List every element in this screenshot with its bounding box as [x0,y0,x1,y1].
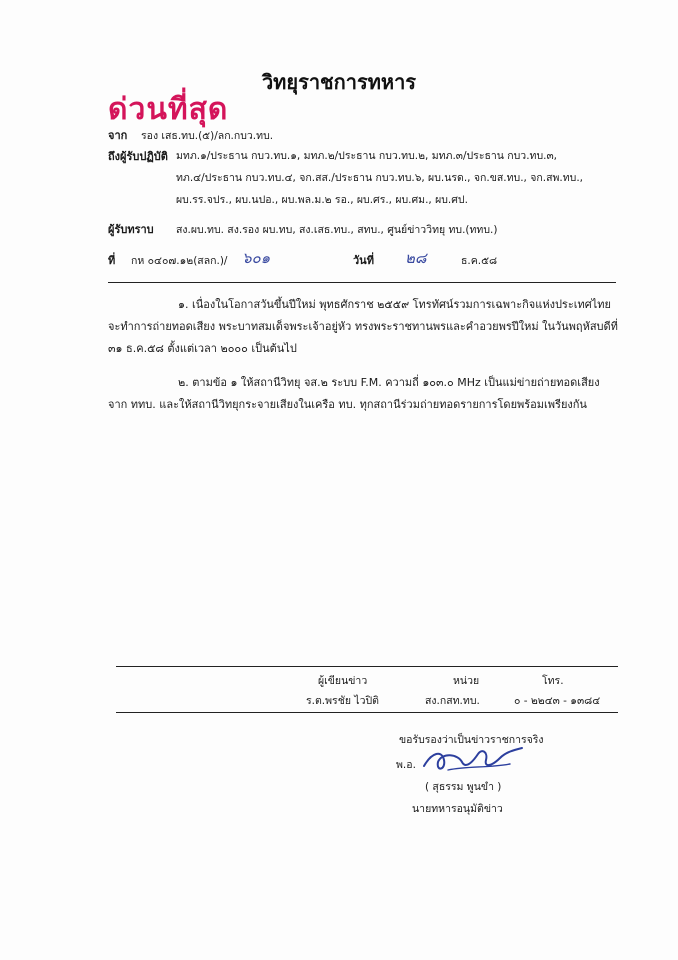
date-value: ธ.ค.๕๘ [461,255,498,267]
phone-label: โทร. [542,675,564,687]
writer-label: ผู้เขียนข่าว [318,675,368,687]
from-label: จาก [108,129,128,142]
signer-title: นายทหารอนุมัติข่าว [412,803,503,815]
unit-label: หน่วย [453,675,480,687]
to-line: ทภ.๔/ประธาน กบว.ทบ.๔, จก.สส./ประธาน กบว.ทบ.๖, ผบ.นรด., จก.ขส.ทบ., จก.สพ.ทบ., [176,172,584,184]
to-line: ผบ.รร.จปร., ผบ.นปอ., ผบ.พล.ม.๒ รอ., ผบ.ศร., ผบ.ศม., ผบ.ศป. [176,194,468,206]
certify-text: ขอรับรองว่าเป็นข่าวราชการจริง [399,734,544,746]
writer-name: ร.ต.พรชัย ไวปิติ [306,695,379,707]
unit-value: สง.กสท.ทบ. [425,695,480,707]
date-label: วันที่ [353,254,374,267]
footer-divider [116,712,618,713]
cc-label: ผู้รับทราบ [108,223,154,236]
ref-handwritten-number: ๖๐๑ [242,249,271,267]
header-divider [108,282,616,283]
ref-label: ที่ [108,254,116,267]
paragraph-1-line: ๑. เนื่องในโอกาสวันขึ้นปีใหม่ พุทธศักราช ๒๕๕๙ โทรทัศน์รวมการเฉพาะกิจแห่งประเทศไทย [178,298,611,311]
signer-name: ( สุธรรม พูนขำ ) [425,781,502,793]
phone-value: ๐ - ๒๒๔๓ - ๑๓๘๔ [514,695,601,707]
rank-text: พ.อ. [396,759,416,771]
to-label: ถึงผู้รับปฏิบัติ [108,150,168,163]
from-value: รอง เสธ.ทบ.(๕)/ลก.กบว.ทบ. [141,130,274,142]
paragraph-1-line: จะทำการถ่ายทอดเสียง พระบาทสมเด็จพระเจ้าอยู่หัว ทรงพระราชทานพรและคำอวยพรปีใหม่ ในวันพฤหัสบดีที่ [108,320,618,333]
footer-divider [116,666,618,667]
paragraph-2-line: ๒. ตามข้อ ๑ ให้สถานีวิทยุ จส.๒ ระบบ F.M. ความถี่ ๑๐๓.๐ MHz เป็นแม่ข่ายถ่ายทอดเสียง [178,376,600,389]
to-line: มทภ.๑/ประธาน กบว.ทบ.๑, มทภ.๒/ประธาน กบว.ทบ.๒, มทภ.๓/ประธาน กบว.ทบ.๓, [176,150,557,162]
paragraph-2-line: จาก ททบ. และให้สถานีวิทยุกระจายเสียงในเครือ ทบ. ทุกสถานีร่วมถ่ายทอดรายการโดยพร้อมเพรียงกัน [108,398,587,411]
date-handwritten-day: ๒๘ [405,249,427,267]
document-title: วิทยุราชการทหาร [261,70,417,94]
urgency-stamp: ด่วนที่สุด [108,92,229,127]
paragraph-1-line: ๓๑ ธ.ค.๕๘ ตั้งแต่เวลา ๒๐๐๐ เป็นต้นไป [108,342,297,355]
handwritten-signature [418,740,528,780]
ref-value: กห ๐๔๐๗.๑๒(สลก.)/ [131,255,228,267]
cc-value: สง.ผบ.ทบ. สง.รอง ผบ.ทบ, สง.เสธ.ทบ., สทบ., ศูนย์ข่าววิทยุ ทบ.(ททบ.) [176,224,498,236]
